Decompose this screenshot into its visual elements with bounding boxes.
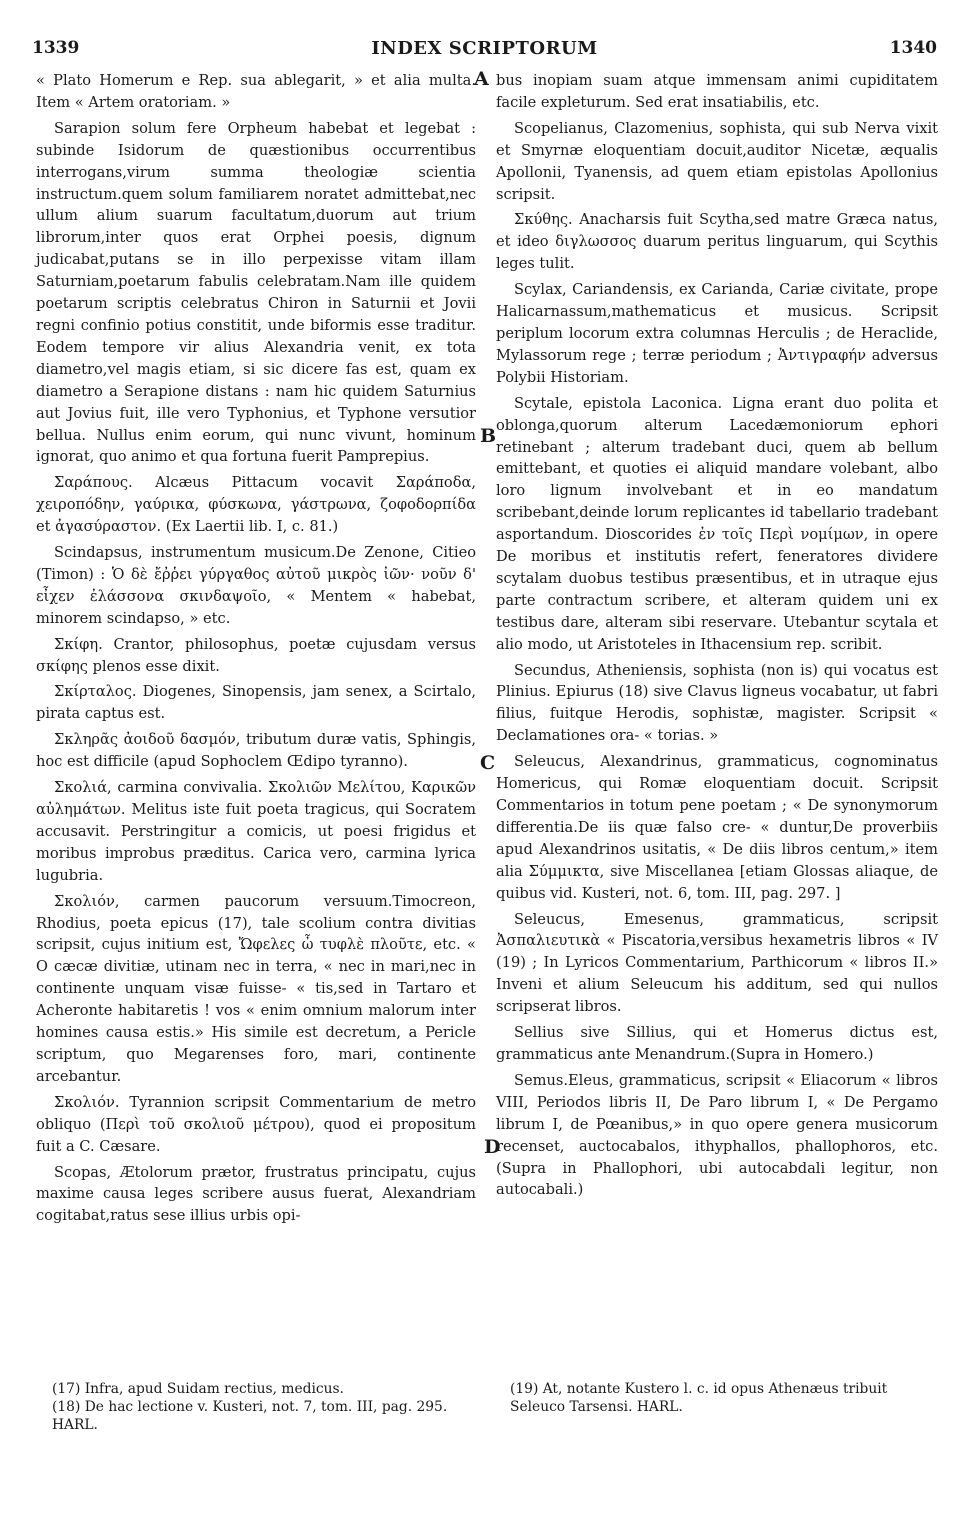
index-entry: Sarapion solum fere Orpheum habebat et legebat : subinde Isidorum de quæstionibus occurrentibus interrogans,virum summa theologiæ scientia instructum.quem solum familiarem noratet admittebat,nec ullum alium suarum facultatum,duorum aut trium librorum,inter quos erat Orphei poesis, dignum judicabat,putans se in illo perpexisse vitam illam Saturniam,poetarum fabulis celebratam.Nam ille quidem poetarum scriptis celebratus Chiron in Saturnii et Jovii regni confinio potius constitit, unde biformis esse traditur. Eodem tempore vir alius Alexandria venit, ex tota diametro,vel magis etiam, si sic dicere fas est, quam ex diametro a Serapione distans : nam hic quidem Saturnius aut Jovius fuit, ille vero Typhonius, et Typhone versutior bellua. Nullus enim eorum, qui nunc vivunt, hominum ignorat, quo animo et qua fortuna fuerit Pamprepius. — [36, 119, 476, 466]
section-marker-d: D — [484, 1136, 501, 1158]
section-marker-b: B — [480, 425, 497, 447]
index-entry: Scytale, epistola Laconica. Ligna erant duo polita et oblonga,quorum alterum Lacedæmoniorum ephori retinebant ; alterum tradebant duci, quem ab bellum emittebant, et quoties ei aliquid mandare volebant, albo loro lignum involvebant et in eo mandatum scribebant,deinde lorum replicantes id tabellario tradebant asportandum. Dioscorides ἐν τοῖς Περὶ νομίμων, in opere De moribus et institutis refert, feneratores dividere scytalam duobus testibus præsentibus, et in utraque ejus parte contractum scribere, et alteram quidem uni ex testibus dare, alteram sibi reservare. Utebantur scytala et alio modo, ut Aristoteles in Ithacensium rep. scribit. — [496, 394, 938, 653]
index-entry: Σκληρᾶς ἀοιδοῦ δασμόν, tributum duræ vatis, Sphingis, hoc est difficile (apud Sophoclem Œdipo tyranno). — [36, 731, 476, 771]
section-marker-a: A — [474, 68, 489, 90]
index-entry: Scopelianus, Clazomenius, sophista, qui sub Nerva vixit et Smyrnæ eloquentiam docuit,auditor Nicetæ, æqualis Apollonii, Tyanensis, ad quem etiam epistolas Apollonius scripsit. — [496, 119, 938, 203]
index-entry: Σκολιόν. Tyrannion scripsit Commentarium de metro obliquo (Περὶ τοῦ σκολιοῦ μέτρου), quod ei propositum fuit a C. Cæsare. — [36, 1093, 476, 1155]
footnote: (19) At, notante Kustero l. c. id opus Athenæus tribuit Seleuco Tarsensi. HARL. — [510, 1381, 888, 1415]
left-column — [36, 70, 476, 1231]
page-number-left: 1339 — [32, 38, 80, 58]
index-entry: Σκολιά, carmina convivalia. Σκολιῶν Μελίτου, Καρικῶν αὐλημάτων. Melitus iste fuit poeta tragicus, qui Socratem accusavit. Perstringitur a comicis, ut poesi frigidus et moribus improbus præditus. Carica vero, carmina lyrica lugubria. — [36, 779, 476, 884]
page-number-right: 1340 — [889, 38, 937, 58]
index-entry: Σκίφη. Crantor, philosophus, poetæ cujusdam versus σκίφης plenos esse dixit. — [36, 635, 476, 675]
footnote: (18) De hac lectione v. Kusteri, not. 7, tom. III, pag. 295. HARL. — [52, 1399, 448, 1433]
section-marker-c: C — [480, 752, 496, 774]
footnotes-right — [510, 1380, 940, 1416]
index-entry: Σκίρταλος. Diogenes, Sinopensis, jam senex, a Scirtalo, pirata captus est. — [36, 683, 476, 723]
index-entry: Sellius sive Sillius, qui et Homerus dictus est, grammaticus ante Menandrum.(Supra in Homero.) — [496, 1024, 938, 1063]
page-title: INDEX SCRIPTORUM — [371, 38, 598, 59]
index-entry: Σκύθης. Anacharsis fuit Scytha,sed matre Græca natus, et ideo διγλωσσος duarum peritus linguarum, qui Scythis leges tulit. — [496, 211, 938, 273]
right-column — [496, 70, 938, 1205]
footnote: (17) Infra, apud Suidam rectius, medicus. — [52, 1381, 344, 1397]
index-entry: « Plato Homerum e Rep. sua ablegarit, » et alia multa. Item « Artem oratoriam. » — [36, 72, 476, 111]
page-header — [30, 38, 939, 62]
footnotes-left — [52, 1380, 482, 1434]
index-entry: Seleucus, Alexandrinus, grammaticus, cognominatus Homericus, qui Romæ eloquentiam docuit. Scripsit Commentarios in totum pene poetam ; « De synonymorum differentia.De iis quæ falso cre- « duntur,De proverbiis apud Alexandrinos usitatis, « De diis libros centum,» item alia Σύμμικτα, sive Miscellanea [etiam Glossas aliaque, de quibus vid. Kusteri, not. 6, tom. III, pag. 297. ] — [496, 753, 938, 902]
index-entry: Scindapsus, instrumentum musicum.De Zenone, Citieo (Timon) : Ὁ δὲ ἔῤῥει γύργαθος αὐτοῦ μικρὸς ἰῶν· νοῦν δ' εἶχεν ἐλάσσονα σκινδαψοῖο, « Mentem « habebat, minorem scindapso, » etc. — [36, 544, 476, 627]
index-entry: Scylax, Cariandensis, ex Carianda, Cariæ civitate, prope Halicarnassum,mathematicus et musicus. Scripsit periplum locorum extra columnas Herculis ; de Heraclide, Mylassorum rege ; terræ periodum ; Ἀντιγραφήν adversus Polybii Historiam. — [496, 281, 938, 386]
index-entry: Seleucus, Emesenus, grammaticus, scripsit Ἀσπαλιευτικὰ « Piscatoria,versibus hexametris libros « IV (19) ; In Lyricos Commentarium, Parthicorum « libros II.» Inveni et alium Seleucum his additum, sed qui nullos scripserat libros. — [496, 910, 938, 1016]
index-entry: Scopas, Ætolorum prætor, frustratus principatu, cujus maxime causa leges scribere ausus fuerat, Alexandriam cogitabat,ratus sese illius urbis opi- — [36, 1163, 476, 1225]
index-entry: bus inopiam suam atque immensam animi cupiditatem facile expleturum. Sed erat insatiabilis, etc. — [496, 72, 938, 111]
index-entry: Semus.Eleus, grammaticus, scripsit « Eliacorum « libros VIII, Periodos libris II, De Paro librum I, « De Pergamo librum I, de Pœanibus,» in quo opere genera musicorum recenset, auctocabalos, ithyphallos, phallophoros, etc. (Supra in Phallophori, ubi autocabdali legitur, non autocabali.) — [496, 1071, 938, 1199]
index-entry: Σαράπους. Alcæus Pittacum vocavit Σαράποδα, χειροπόδην, γαύρικα, φύσκωνα, γάστρωνα, ζοφοδορπίδα et ἀγασύραστον. (Ex Laertii lib. I, c. 81.) — [36, 474, 476, 536]
index-entry: Σκολιόν, carmen paucorum versuum.Timocreon, Rhodius, poeta epicus (17), tale scolium contra divitias scripsit, cujus initium est, Ὤφελες ὦ τυφλὲ πλοῦτε, etc. « O cæcæ divitiæ, utinam nec in terra, « nec in mari,nec in continente unquam visæ fuisse- « tis,sed in Tartaro et Acheronte habitaretis ! vos « enim omnium malorum inter homines causa estis.» His simile est decretum, a Pericle scriptum, quo Megarenses foro, mari, continente arcebantur. — [36, 892, 476, 1085]
index-entry: Secundus, Atheniensis, sophista (non is) qui vocatus est Plinius. Epiurus (18) sive Clavus ligneus vocabatur, ut fabri filius, fuitque Herodis, sophistæ, magister. Scripsit « Declamationes ora- « torias. » — [496, 661, 938, 745]
